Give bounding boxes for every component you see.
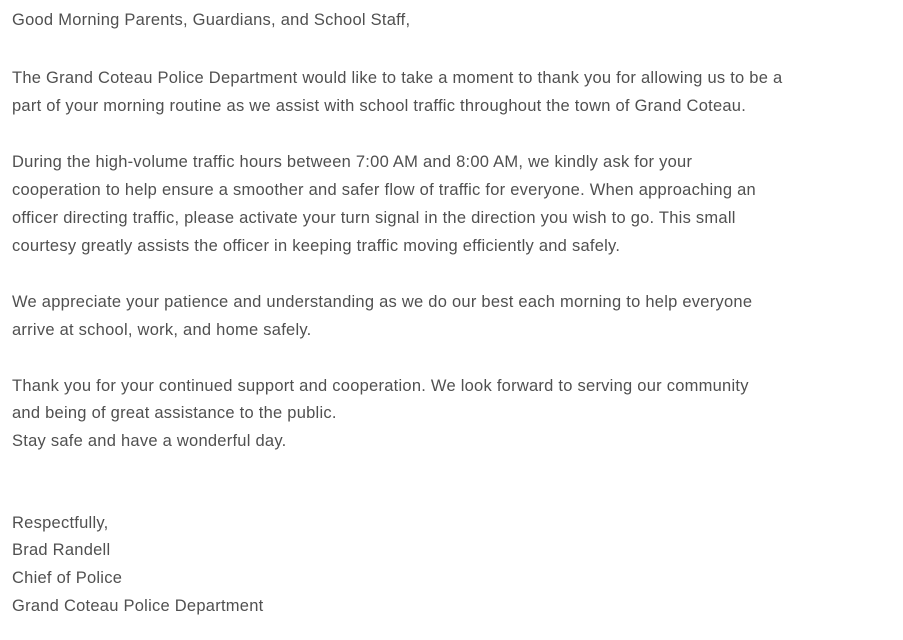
paragraph-4-line: Stay safe and have a wonderful day. — [12, 432, 287, 450]
signature-title: Chief of Police — [12, 569, 123, 587]
paragraph-2-line: cooperation to help ensure a smoother and safer flow of traffic for everyone. When approaching an — [12, 181, 756, 199]
paragraph-4-line: and being of great assistance to the public. — [12, 404, 337, 422]
signature-name: Brad Randell — [12, 541, 111, 559]
paragraph-3-line: We appreciate your patience and understanding as we do our best each morning to help everyone — [12, 293, 753, 311]
paragraph-2-line: officer directing traffic, please activate your turn signal in the direction you wish to go. This small — [12, 209, 736, 227]
signature-closing: Respectfully, — [12, 514, 109, 532]
signature-organization: Grand Coteau Police Department — [12, 597, 264, 615]
paragraph-1-line: The Grand Coteau Police Department would like to take a moment to thank you for allowing us to be a — [12, 69, 783, 87]
paragraph-3-line: arrive at school, work, and home safely. — [12, 321, 312, 339]
paragraph-1-line: part of your morning routine as we assist with school traffic throughout the town of Grand Coteau. — [12, 97, 747, 115]
paragraph-4-line: Thank you for your continued support and cooperation. We look forward to serving our community — [12, 377, 749, 395]
paragraph-2-line: During the high-volume traffic hours between 7:00 AM and 8:00 AM, we kindly ask for your — [12, 153, 693, 171]
greeting: Good Morning Parents, Guardians, and School Staff, — [12, 11, 411, 29]
paragraph-2-line: courtesy greatly assists the officer in keeping traffic moving efficiently and safely. — [12, 237, 621, 255]
